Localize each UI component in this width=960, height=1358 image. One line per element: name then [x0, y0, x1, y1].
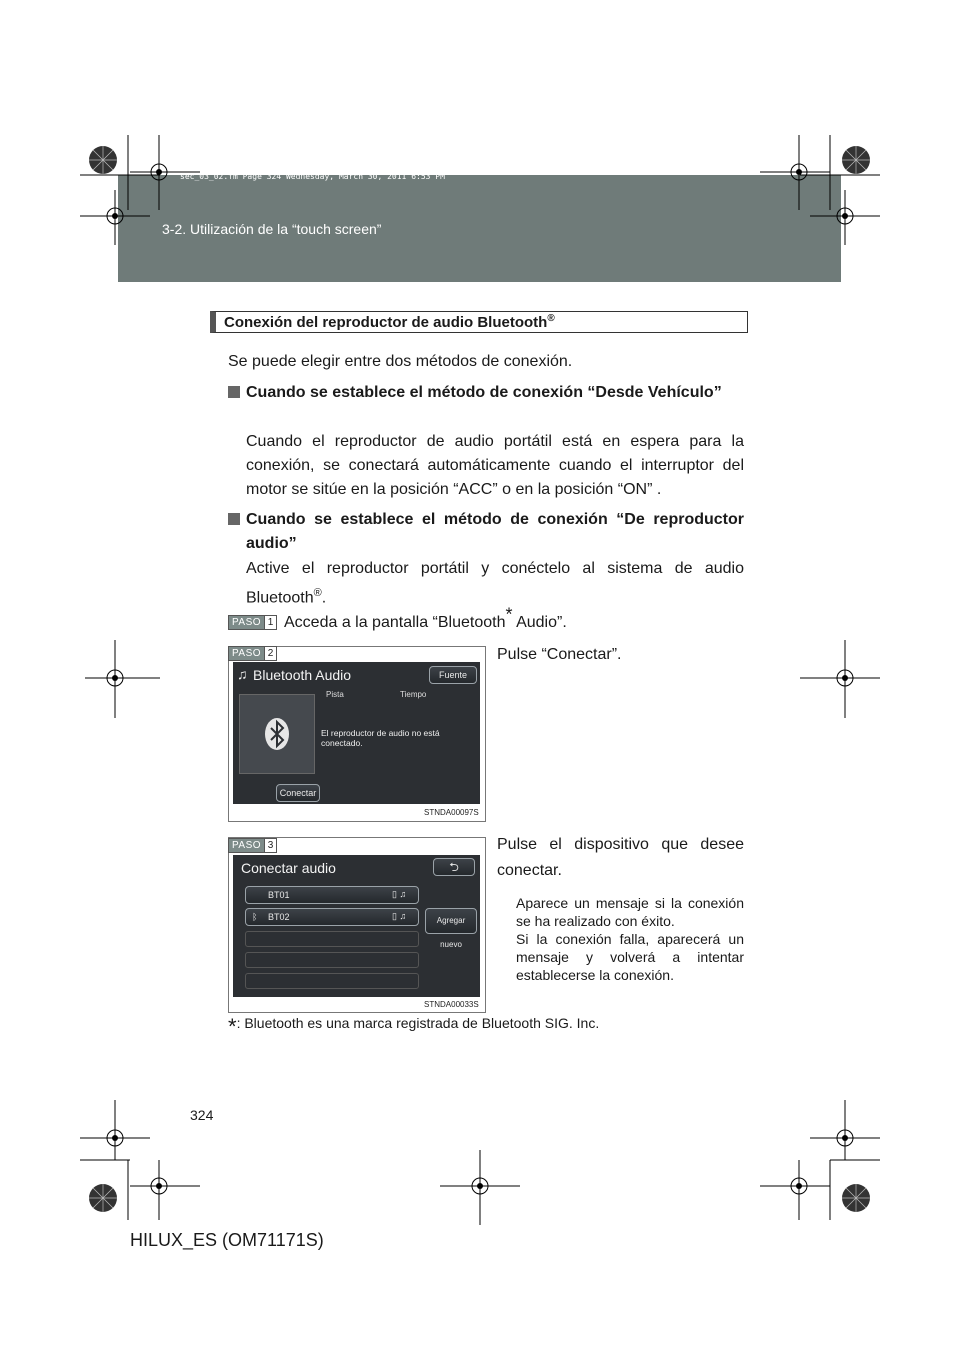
- add-new-button[interactable]: Agregar nuevo: [425, 908, 477, 934]
- intro-text: Se puede elegir entre dos métodos de conexión.: [228, 353, 573, 370]
- phone-music-icon: ▯ ♫: [392, 911, 407, 921]
- back-button[interactable]: ⮌: [433, 858, 475, 876]
- empty-slot: [245, 952, 419, 968]
- empty-slot: [245, 931, 419, 947]
- screen-connect-audio: [233, 855, 480, 997]
- time-label: Tiempo: [400, 690, 427, 699]
- step-3-text: Pulse el dispositivo que desee conectar.: [497, 836, 744, 879]
- section-title: Conexión del reproductor de audio Bluetooth®: [224, 313, 555, 331]
- phone-music-icon: ▯ ♫: [392, 889, 407, 899]
- screen-title: Bluetooth Audio: [253, 667, 352, 683]
- step-3-note: Aparece un mensaje si la conexión se ha realizado con éxito. Si la conexión falla, aparecerá un mensaje y volverá a intentar establecerse la conexión.: [516, 895, 744, 983]
- bullet-square-icon: [228, 513, 240, 525]
- step-2-text: Pulse “Conectar”.: [497, 646, 622, 663]
- step-3-badge: PASO 3: [228, 838, 277, 853]
- bluetooth-icon: ᛒ: [252, 912, 258, 922]
- empty-slot: [245, 973, 419, 989]
- step-1-badge: PASO 1: [228, 615, 277, 630]
- section-header: 3-2. Utilización de la “touch screen”: [162, 221, 382, 237]
- device-item[interactable]: ᛒ BT02 ▯ ♫: [245, 908, 419, 926]
- screen-bluetooth-audio: [233, 662, 480, 804]
- figure-code: STNDA00033S: [424, 1000, 479, 1009]
- page-number: 324: [190, 1107, 214, 1123]
- bullet-square-icon: [228, 386, 240, 398]
- device-item[interactable]: BT01 ▯ ♫: [245, 886, 419, 904]
- source-button[interactable]: Fuente: [429, 666, 477, 684]
- music-note-icon: ♫: [237, 666, 248, 682]
- connect-button[interactable]: Conectar: [276, 784, 320, 802]
- footnote: *: Bluetooth es una marca registrada de Bluetooth SIG. Inc.: [228, 1014, 600, 1039]
- screen-title: Conectar audio: [241, 860, 336, 876]
- step-2-badge: PASO 2: [228, 646, 277, 661]
- album-art-area: [239, 694, 315, 774]
- method2-body: Active el reproductor portátil y conéctelo al sistema de audio Bluetooth®.: [246, 560, 744, 607]
- track-label: Pista: [326, 690, 344, 699]
- method2-heading: Cuando se establece el método de conexión “De reproductor audio”: [246, 511, 744, 552]
- footer-model: HILUX_ES (OM71171S): [130, 1230, 324, 1250]
- method1-heading: Cuando se establece el método de conexión “Desde Vehículo”: [246, 384, 722, 401]
- step-1-text: Acceda a la pantalla “Bluetooth* Audio”.: [284, 604, 567, 631]
- method1-body: Cuando el reproductor de audio portátil está en espera para la conexión, se conectará automáticamente cuando el interruptor del motor se sitúe en la posición “ACC” o en la posición “ON” .: [246, 433, 744, 498]
- not-connected-message: El reproductor de audio no está conectado.: [321, 728, 440, 748]
- bluetooth-icon: [264, 717, 290, 751]
- file-stamp: sec_03_02.fm Page 324 Wednesday, March 30, 2011 6:53 PM: [180, 172, 445, 181]
- figure-code: STNDA00097S: [424, 808, 479, 817]
